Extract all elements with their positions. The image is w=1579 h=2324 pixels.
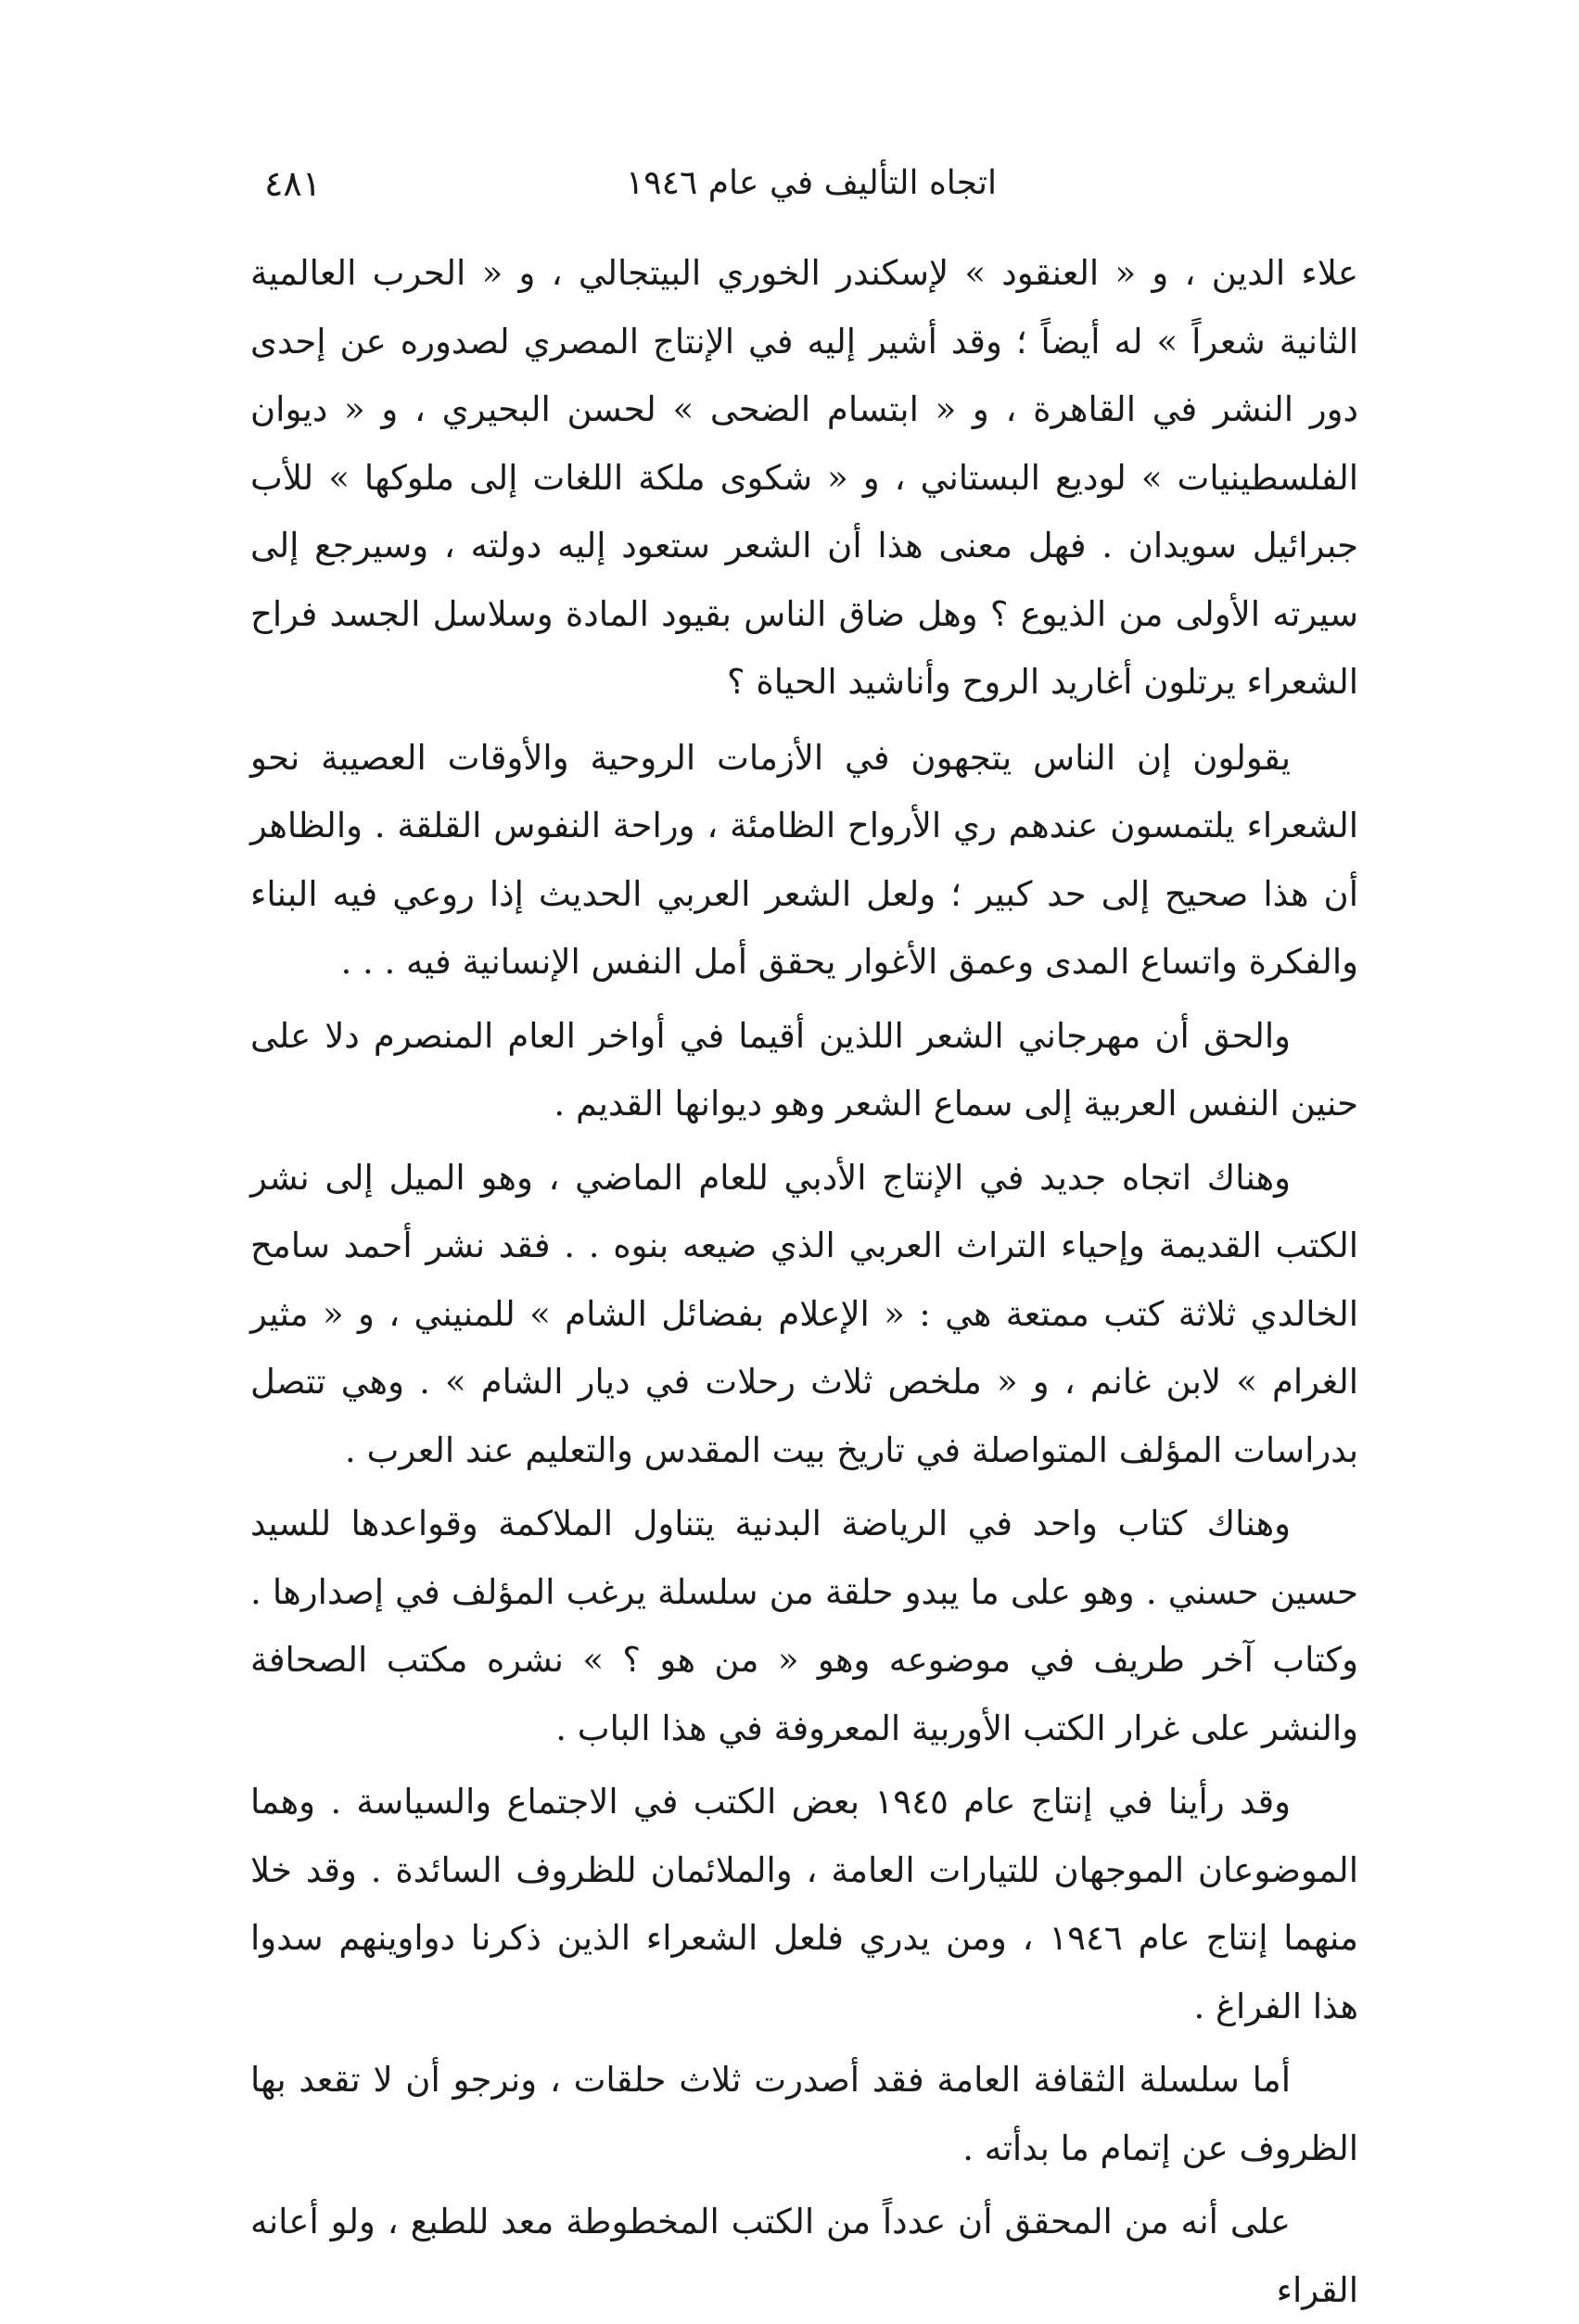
paragraph: والحق أن مهرجاني الشعر اللذين أقيما في أواخر العام المنصرم دلا على حنين النفس العربية إلى سماع الشعر وهو ديوانها القديم . bbox=[250, 1015, 1358, 1124]
body-text bbox=[250, 239, 1358, 2324]
paragraph: أما سلسلة الثقافة العامة فقد أصدرت ثلاث حلقات ، ونرجو أن لا تقعد بها الظروف عن إتمام ما بدأته . bbox=[250, 2060, 1358, 2168]
paragraph: وهناك كتاب واحد في الرياضة البدنية يتناول الملاكمة وقواعدها للسيد حسين حسني . وهو على ما يبدو حلقة من سلسلة يرغب المؤلف في إصدارها . وكتاب آخر طريف في موضوعه وهو « من هو ؟ » نشره مكتب الصحافة والنشر على غرار الكتب الأوربية المعروفة في هذا الباب . bbox=[250, 1504, 1358, 1748]
paragraph: وقد رأينا في إنتاج عام ١٩٤٥ بعض الكتب في الاجتماع والسياسة . وهما الموضوعان الموجهان للتيارات العامة ، والملائمان للظروف السائدة . وقد خلا منهما إنتاج عام ١٩٤٦ ، ومن يدري فلعل الشعراء الذين ذكرنا دواوينهم سدوا هذا الفراغ . bbox=[250, 1782, 1358, 2026]
paragraph: يقولون إن الناس يتجهون في الأزمات الروحية والأوقات العصيبة نحو الشعراء يلتمسون عندهم ري الأرواح الظامئة ، وراحة النفوس القلقة . والظاهر أن هذا صحيح إلى حد كبير ؛ ولعل الشعر العربي الحديث إذا روعي فيه البناء والفكرة واتساع المدى وعمق الأغوار يحقق أمل النفس الإنسانية فيه . . . bbox=[250, 737, 1358, 982]
page-header bbox=[264, 156, 1358, 211]
page-number: ٤٨١ bbox=[264, 163, 322, 204]
paragraph: على أنه من المحقق أن عدداً من الكتب المخطوطة معد للطبع ، ولو أعانه القراء bbox=[250, 2202, 1358, 2310]
running-title: اتجاه التأليف في عام ١٩٤٦ bbox=[625, 164, 998, 202]
paragraph: وهناك اتجاه جديد في الإنتاج الأدبي للعام الماضي ، وهو الميل إلى نشر الكتب القديمة وإحياء التراث العربي الذي ضيعه بنوه . . فقد نشر أحمد سامح الخالدي ثلاثة كتب ممتعة هي : « الإعلام بفضائل الشام » للمنيني ، و « مثير الغرام » لابن غانم ، و « ملخص ثلاث رحلات في ديار الشام » . وهي تتصل بدراسات المؤلف المتواصلة في تاريخ بيت المقدس والتعليم عند العرب . bbox=[250, 1157, 1358, 1470]
paragraph-continued: علاء الدين ، و « العنقود » لإسكندر الخوري البيتجالي ، و « الحرب العالمية الثانية شعراً » له أيضاً ؛ وقد أشير إليه في الإنتاج المصري لصدوره عن إحدى دور النشر في القاهرة ، و « ابتسام الضحى » لحسن البحيري ، و « ديوان الفلسطينيات » لوديع البستاني ، و « شكوى ملكة اللغات إلى ملوكها » للأب جبرائيل سويدان . فهل معنى هذا أن الشعر ستعود إليه دولته ، وسيرجع إلى سيرته الأولى من الذيوع ؟ وهل ضاق الناس بقيود المادة وسلاسل الجسد فراح الشعراء يرتلون أغاريد الروح وأناشيد الحياة ؟ bbox=[250, 253, 1358, 702]
